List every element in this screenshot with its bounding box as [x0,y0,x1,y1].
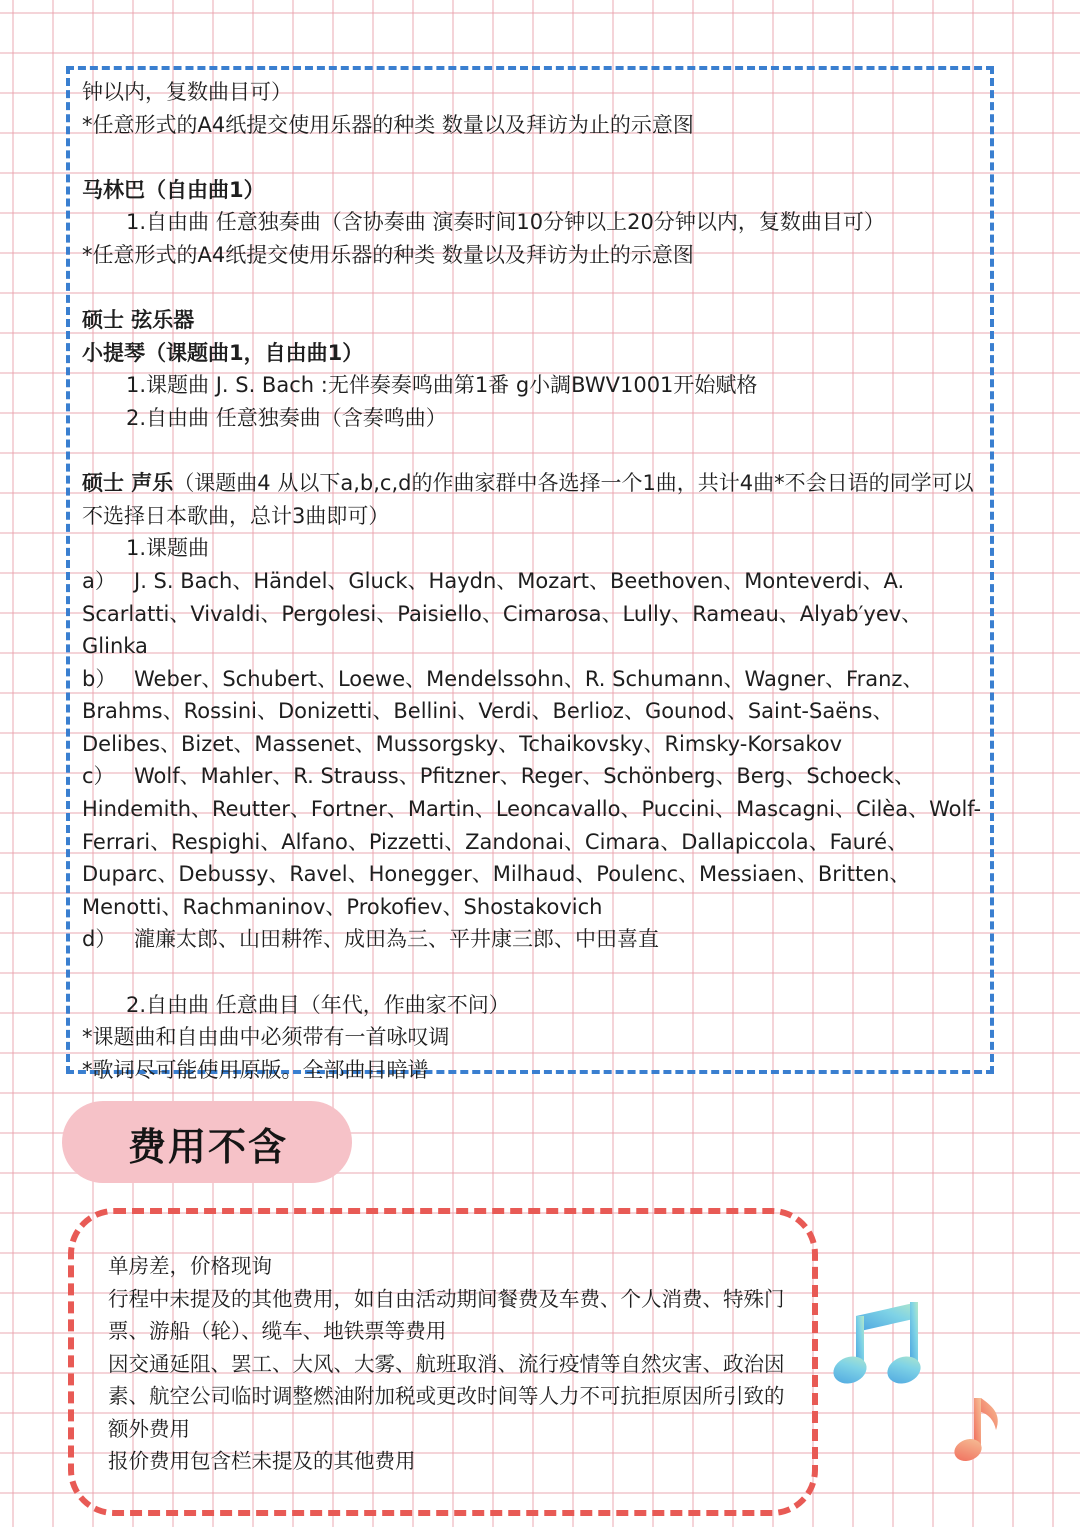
list-label: b） [82,666,117,691]
vocal-heading-block [82,467,984,532]
spacer [82,435,984,468]
text-line: *任意形式的A4纸提交使用乐器的种类 数量以及拜访为止的示意图 [82,112,694,137]
vocal-item: 2.自由曲 任意曲目（年代，作曲家不问） [126,992,510,1017]
violin-heading: 小提琴（课题曲1，自由曲1） [82,340,364,365]
vocal-note: *课题曲和自由曲中必须带有一首咏叹调 [82,1025,450,1050]
marimba-item: 1.自由曲 任意独奏曲（含协奏曲 演奏时间10分钟以上20分钟以内，复数曲目可） [126,210,885,235]
marimba-heading: 马林巴（自由曲1） [82,177,265,202]
composer-list-d [82,923,984,956]
double-music-note-icon [826,1296,926,1390]
vocal-description: （课题曲4 从以下a,b,c,d的作曲家群中各选择一个1曲，共计4曲*不会日语的同学可以不选择日本歌曲，总计3曲即可） [82,471,974,528]
list-label: a） [82,568,116,593]
fee-item: 报价费用包含栏未提及的其他费用 [108,1449,416,1473]
spacer [82,141,984,174]
requirements-content [82,76,984,1086]
list-text: Wolf、Mahler、R. Strauss、Pfitzner、Reger、Schönberg、Berg、Schoeck、Hindemith、Reutter、Fortner、Martin、Leoncavallo、Puccini、Mascagni、Cilèa、Wolf-Ferrari、Respighi、Alfano、Pizzetti、Zandonai、Cimara、Dallapiccola、Fauré、Duparc、Debussy、Ravel、Honegger、Milhaud、Poulenc、Messiaen、Britten、Menotti、Rachmaninov、Prokofiev、Shostakovich [82,764,982,919]
text-line: 钟以内，复数曲目可） [82,80,292,104]
single-music-note-icon [950,1392,1004,1466]
list-label: c） [82,764,115,789]
vocal-note: *歌词尽可能使用原版。全部曲目暗谱 [82,1057,429,1082]
spacer [82,956,984,989]
list-label: d） [82,927,117,952]
marimba-note: *任意形式的A4纸提交使用乐器的种类 数量以及拜访为止的示意图 [82,242,694,267]
vocal-item: 1.课题曲 [126,536,210,561]
strings-heading: 硕士 弦乐器 [82,308,195,333]
fee-item: 行程中未提及的其他费用，如自由活动期间餐费及车费、个人消费、特殊门票、游船（轮）、缆车、地铁票等费用 [108,1286,785,1343]
spacer [82,272,984,305]
composer-list-c [82,760,984,923]
fee-item: 因交通延阻、罢工、大风、大雾、航班取消、流行疫情等自然灾害、政治因素、航空公司临时调整燃油附加税或更改时间等人力不可抗拒原因所引致的额外费用 [108,1351,785,1441]
vocal-heading: 硕士 声乐 [82,471,174,496]
composer-list-b [82,663,984,761]
list-text: 瀧廉太郎、山田耕筰、成田為三、平井康三郎、中田喜直 [134,927,659,952]
composer-list-a [82,565,984,663]
section-title: 费用不含 [128,1125,289,1169]
list-text: Weber、Schubert、Loewe、Mendelssohn、R. Schumann、Wagner、Franz、Brahms、Rossini、Donizetti、Bellini、Verdi、Berlioz、Gounod、Saint-Saëns、Delibes、Bizet、Massenet、Mussorgsky、Tchaikovsky、Rimsky-Korsakov [82,666,924,756]
violin-item: 2.自由曲 任意独奏曲（含奏鸣曲） [126,405,447,430]
fee-item: 单房差，价格现询 [108,1254,272,1278]
violin-item: 1.课题曲 J. S. Bach :无伴奏奏鸣曲第1番 g小調BWV1001开始赋格 [126,373,758,398]
fees-content [108,1250,798,1478]
list-text: J. S. Bach、Händel、Gluck、Haydn、Mozart、Beethoven、Monteverdi、A. Scarlatti、Vivaldi、Pergolesi、Paisiello、Cimarosa、Lully、Rameau、Alyab′yev、Glinka [82,568,923,659]
